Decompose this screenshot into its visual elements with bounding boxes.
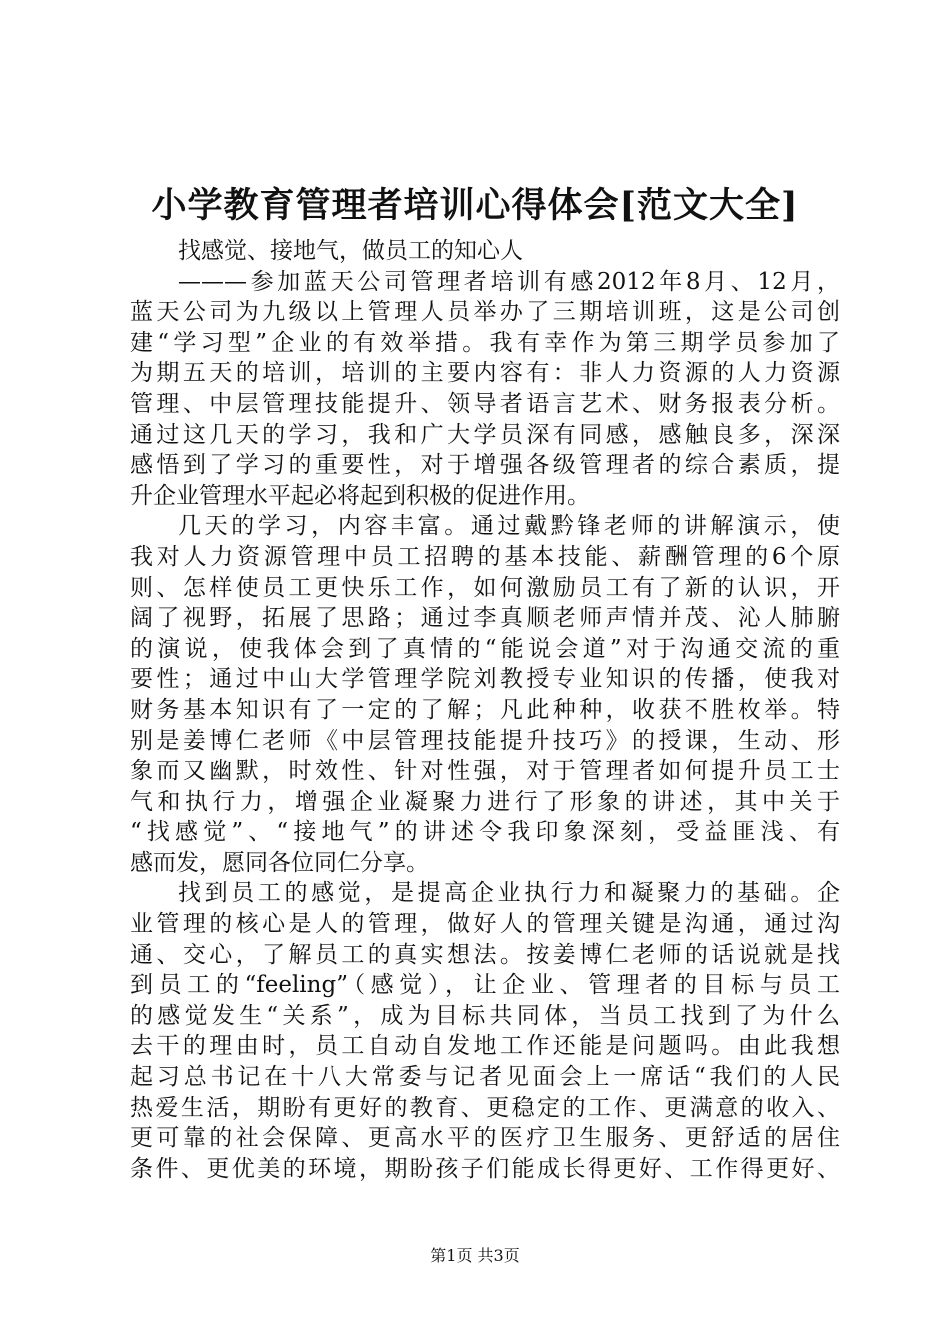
text-line: “找感觉”、“接地气”的讲述令我印象深刻，受益匪浅、有 xyxy=(130,819,840,846)
text-line: 条件、更优美的环境，期盼孩子们能成长得更好、工作得更好、 xyxy=(130,1155,840,1182)
text-line: 热爱生活，期盼有更好的教育、更稳定的工作、更满意的收入、 xyxy=(130,1094,840,1121)
text-line: 财务基本知识有了一定的了解；凡此种种，收获不胜枚举。特 xyxy=(130,696,840,723)
text-line: ———参加蓝天公司管理者培训有感2012年8月、12月， xyxy=(178,268,840,295)
document-body xyxy=(130,236,840,1184)
text-line: 去干的理由时，员工自动自发地工作还能是问题吗。由此我想 xyxy=(130,1033,840,1060)
text-line: 别是姜博仁老师《中层管理技能提升技巧》的授课，生动、形 xyxy=(130,727,840,754)
text-line: 找感觉、接地气，做员工的知心人 xyxy=(178,238,523,264)
text-line: 气和执行力，增强企业凝聚力进行了形象的讲述，其中关于 xyxy=(130,788,840,815)
text-line: 建“学习型”企业的有效举措。我有幸作为第三期学员参加了 xyxy=(130,329,840,356)
text-line: 感悟到了学习的重要性，对于增强各级管理者的综合素质，提 xyxy=(130,452,840,479)
text-line: 起习总书记在十八大常委与记者见面会上一席话“我们的人民 xyxy=(130,1064,840,1091)
text-line: 更可靠的社会保障、更高水平的医疗卫生服务、更舒适的居住 xyxy=(130,1125,840,1152)
text-line: 的感觉发生“关系”，成为目标共同体，当员工找到了为什么 xyxy=(130,1002,840,1029)
text-line: 到员工的“feeling”（感觉），让企业、管理者的目标与员工 xyxy=(130,972,840,999)
text-line: 蓝天公司为九级以上管理人员举办了三期培训班，这是公司创 xyxy=(130,299,840,326)
text-line: 为期五天的培训，培训的主要内容有：非人力资源的人力资源 xyxy=(130,360,840,387)
text-line: 业管理的核心是人的管理，做好人的管理关键是沟通，通过沟 xyxy=(130,911,840,938)
text-line: 通过这几天的学习，我和广大学员深有同感，感触良多，深深 xyxy=(130,421,840,448)
text-line: 阔了视野，拓展了思路；通过李真顺老师声情并茂、沁人肺腑 xyxy=(130,605,840,632)
text-line: 找到员工的感觉，是提高企业执行力和凝聚力的基础。企 xyxy=(178,880,840,907)
text-line: 通、交心，了解员工的真实想法。按姜博仁老师的话说就是找 xyxy=(130,941,840,968)
document-title: 小学教育管理者培训心得体会[范文大全] xyxy=(151,185,799,226)
text-line: 的演说，使我体会到了真情的“能说会道”对于沟通交流的重 xyxy=(130,635,840,662)
text-line: 几天的学习，内容丰富。通过戴黔锋老师的讲解演示，使 xyxy=(178,513,840,540)
text-line: 升企业管理水平起必将起到积极的促进作用。 xyxy=(130,482,590,509)
text-line: 我对人力资源管理中员工招聘的基本技能、薪酬管理的6个原 xyxy=(130,543,840,570)
page-footer: 第1页 共3页 xyxy=(430,1246,520,1265)
text-line: 感而发，愿同各位同仁分享。 xyxy=(130,849,429,876)
text-line: 管理、中层管理技能提升、领导者语言艺术、财务报表分析。 xyxy=(130,390,840,417)
text-line: 要性；通过中山大学管理学院刘教授专业知识的传播，使我对 xyxy=(130,666,840,693)
text-line: 则、怎样使员工更快乐工作，如何激励员工有了新的认识，开 xyxy=(130,574,840,601)
text-line: 象而又幽默，时效性、针对性强，对于管理者如何提升员工士 xyxy=(130,758,840,785)
